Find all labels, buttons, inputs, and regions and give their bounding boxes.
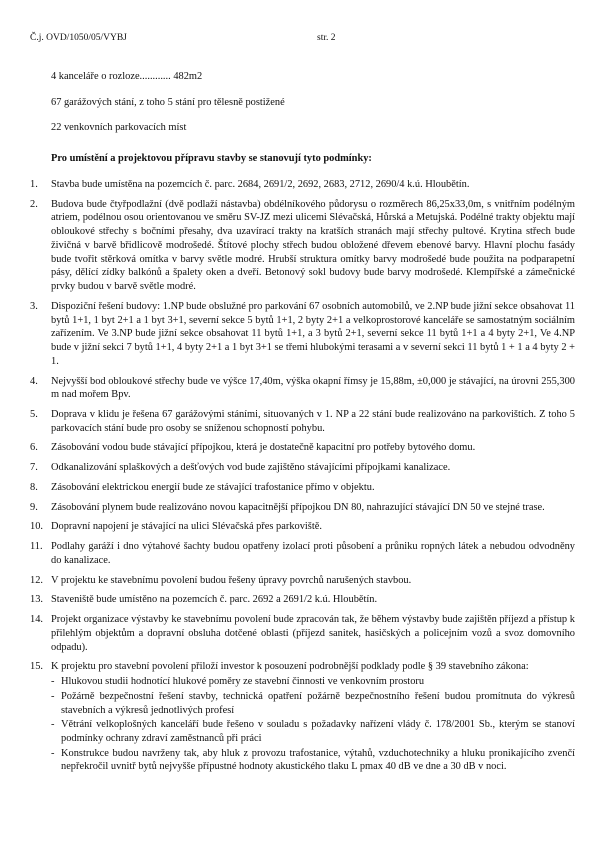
requirement-text: Hlukovou studii hodnotící hlukové poměry ze stavební činnosti ve venkovním prostoru xyxy=(61,676,425,688)
condition-item xyxy=(30,540,575,567)
condition-number: 5. xyxy=(30,409,38,421)
condition-item xyxy=(30,613,575,654)
intro-summary xyxy=(51,70,571,147)
condition-text: Podlahy garáží i dno výtahové šachty budou opatřeny izolací proti působení a průniku ropných látek a nebudou odvodněny do kanalizace. xyxy=(51,541,575,566)
condition-number: 10. xyxy=(30,521,43,533)
condition-text: K projektu pro stavební povolení přiloží investor k posouzení podrobnější podklady podle § 39 stavebního zákona: xyxy=(51,661,529,673)
condition-number: 14. xyxy=(30,614,43,626)
condition-number: 8. xyxy=(30,481,38,493)
condition-number: 7. xyxy=(30,462,38,474)
condition-text: Stavba bude umístěna na pozemcích č. parc. 2684, 2691/2, 2692, 2683, 2712, 2690/4 k.ú. Hloubětín. xyxy=(51,179,470,190)
condition-item xyxy=(30,300,575,369)
condition-item xyxy=(30,593,575,607)
condition-item xyxy=(30,481,575,495)
condition-item xyxy=(30,441,575,455)
condition-number: 4. xyxy=(30,375,38,387)
condition-item xyxy=(30,178,575,192)
intro-line-garages: 67 garážových stání, z toho 5 stání pro tělesně postižené xyxy=(51,96,285,108)
condition-number: 1. xyxy=(30,179,38,190)
requirement-item xyxy=(51,718,575,745)
conditions-heading: Pro umístění a projektovou přípravu stavby se stanovují tyto podmínky: xyxy=(51,153,372,164)
condition-item xyxy=(30,408,575,435)
requirement-text: Požárně bezpečnostní řešení stavby, technická opatření požárně bezpečnostního řešení budou promítnuta do výkresů stavebních a výkresů jednotlivých profesí xyxy=(61,690,575,716)
bullet-mark: - xyxy=(51,747,55,759)
condition-text: Zásobování elektrickou energií bude ze stávající trafostanice přímo v objektu. xyxy=(51,481,375,493)
condition-item xyxy=(30,375,575,402)
condition-number: 2. xyxy=(30,198,38,210)
condition-text: Doprava v klidu je řešena 67 garážovými stáními, situovaných v 1. NP a 22 stání bude realizováno na parkovištích. Z toho 5 parkovacích stání bude pro osoby se sníženou schopností pohybu. xyxy=(51,409,575,434)
condition-text: Nejvyšší bod obloukové střechy bude ve výšce 17,40m, výška okapní římsy je 15,88m, ±0,000 je stávající, na úrovni 255,300 m nad mořem Bpv. xyxy=(51,375,575,401)
condition-number: 9. xyxy=(30,501,38,513)
requirements-list xyxy=(51,675,575,774)
requirement-text: Větrání velkoplošných kanceláří bude řešeno v souladu s požadavky nařízení vlády č. 178/2001 Sb., kterým se stanoví podmínky ochrany zdraví zaměstnanců při práci xyxy=(61,719,575,744)
condition-item xyxy=(30,660,575,775)
requirement-text: Konstrukce budou navrženy tak, aby hluk z provozu trafostanice, výtahů, vzduchotechniky a hluku pronikajícího zvenčí nepřekročil uvnitř bytů nejvyšše přípustné hodnoty akustického tlaku L pmax 40 dB ve dne a 30 dB v noci. xyxy=(61,747,575,773)
condition-item xyxy=(30,461,575,475)
condition-text: Projekt organizace výstavby ke stavebnímu povolení bude zpracován tak, že během výstavby bude zajištěn příjezd a přístup k přilehlým objektům a dopravní obsluha dotčené oblasti (příjezd sanitek, hasičských a policejním vozů a svoz domovního odpadu). xyxy=(51,614,575,653)
conditions-list xyxy=(30,178,575,781)
condition-item xyxy=(30,574,575,588)
intro-line-parking: 22 venkovních parkovacích míst xyxy=(51,122,187,134)
condition-text: Odkanalizování splaškových a dešťových vod bude zajištěno stávajícími přípojkami kanalizace. xyxy=(51,462,451,474)
condition-number: 13. xyxy=(30,594,43,606)
condition-text: Dispoziční řešení budovy: 1.NP bude obslužné pro parkování 67 osobních automobilů, ve 2.NP bude jižní sekce obsahovat 11 bytů 1+1, 1 byt 2+1 a 1 byt 3+1, severní sekce 5 bytů 1+1, 2 byty 2+1 a velkoprostorové kanceláře se samostatným sociálním zařízením. Ve 3.NP bude jižní sekce obsahovat 11 bytů 1+1, a 3 bytů 2+1, severní sekce 11 bytů 1+1 a 4 byty 2+1, Ve 4.NP bude v jižní sekci 7 bytů 1+1, 4 byty 2+1 a 1 byt 3+1 se třemi hlubokými terasami a v severní sekci 11 bytů 1 + 1 a 4 byty 2 + 1. xyxy=(51,300,575,367)
condition-body xyxy=(51,660,575,775)
requirement-item xyxy=(51,675,575,689)
condition-item xyxy=(30,501,575,515)
condition-number: 3. xyxy=(30,300,38,312)
condition-text: Dopravní napojení je stávající na ulici Slévačská přes parkoviště. xyxy=(51,521,322,533)
page-header xyxy=(30,32,570,46)
condition-text: Staveniště bude umístěno na pozemcích č. parc. 2692 a 2691/2 k.ú. Hloubětín. xyxy=(51,594,378,606)
condition-number: 12. xyxy=(30,574,43,586)
requirement-item xyxy=(51,747,575,774)
condition-text: Budova bude čtyřpodlažní (dvě podlaží nástavba) obdélníkového půdorysu o rozměrech 86,25x33,0m, s vnitřním podélným atriem, podélnou osou orientovanou ve směru SV-JZ mezi ulicemi Slévačská, Hůrská a Metujská. Podélné trakty objektu mají obloukové střechy s bočními přesahy, dva uzavírací trakty na kratších stranách mají střechy pultové. Krytina střech bude živičná v barvě břidlicově modrošedé. Štítové plochy střech budou obložené dřevem ebenové barvy. Hlavní plochu fasády bude tvořit stěrková omítka v barvy světle modré. Hrubší struktura omítky barvy modrošedé bude použita na podparapetní pásy, dělící zídky balkónů a špalety oken a dveří. Betonový sokl budovy bude barvy modrošedé. Klempířské a zámečnické prvky budou v barvě světle modré. xyxy=(51,198,575,293)
reference-number: Č.j. OVD/1050/05/VYBJ xyxy=(30,33,127,43)
condition-text: Zásobování plynem bude realizováno novou kapacitnější přípojkou DN 80, nahrazující stávající DN 50 ve stejné trase. xyxy=(51,501,545,513)
intro-line-offices: 4 kanceláře o rozloze............ 482m2 xyxy=(51,71,203,82)
bullet-mark: - xyxy=(51,676,55,688)
condition-number: 15. xyxy=(30,661,43,673)
condition-item xyxy=(30,520,575,534)
condition-text: V projektu ke stavebnímu povolení budou řešeny úpravy povrchů narušených stavbou. xyxy=(51,574,412,586)
condition-text: Zásobování vodou bude stávající přípojkou, která je dostatečně kapacitní pro potřeby bytového domu. xyxy=(51,442,476,454)
condition-item xyxy=(30,198,575,294)
bullet-mark: - xyxy=(51,690,55,702)
page-number: str. 2 xyxy=(317,33,336,43)
requirement-item xyxy=(51,690,575,717)
condition-number: 6. xyxy=(30,442,38,454)
bullet-mark: - xyxy=(51,719,55,731)
condition-number: 11. xyxy=(30,541,43,553)
